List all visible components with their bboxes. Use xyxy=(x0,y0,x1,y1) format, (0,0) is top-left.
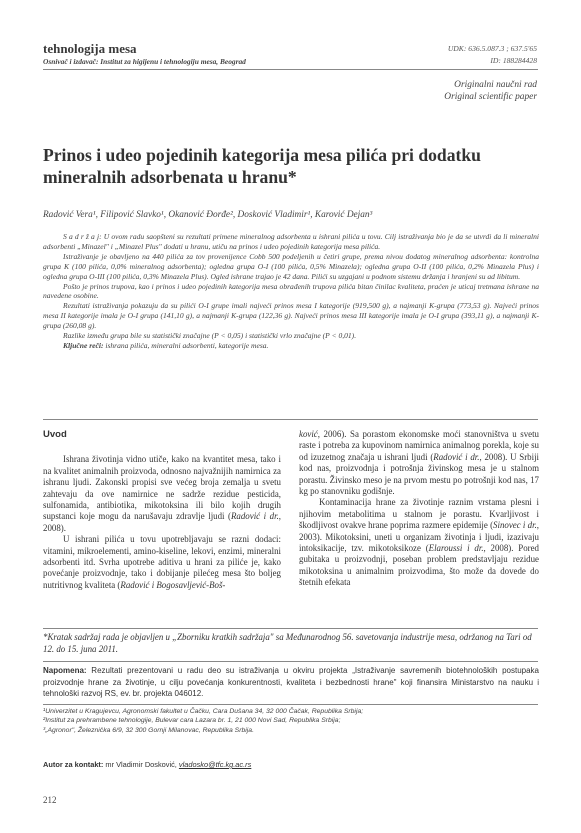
section-heading: Uvod xyxy=(43,429,67,440)
citation: Sinovec i dr. xyxy=(493,520,537,531)
body-paragraph xyxy=(43,534,281,591)
abstract-rule xyxy=(43,419,538,420)
header-rule xyxy=(43,69,538,70)
udk-code: UDK: 636.5.087.3 ; 637.5'65 xyxy=(447,44,537,53)
keywords-text: ishrana pilića, mineralni adsorbenti, kategorije mesa. xyxy=(103,340,269,350)
body-text: , 2008). Pored gubitaka u proizvodnji, poseban problem predstavljaju rezidue mikotoksina u animalnim proizvodima, što može da dovede do štetnih efekata xyxy=(299,543,539,588)
body-paragraph xyxy=(43,454,281,534)
contact-label: Autor za kontakt: xyxy=(43,760,104,769)
keywords-label: Ključne reči: xyxy=(63,340,104,350)
body-column-left xyxy=(43,429,281,591)
abstract-paragraph: Istraživanje je obavljeno na 440 pilića za tov provenijence Cobb 500 podeljenih u četiri grupe, prema nivou dodatog mineralnog adsorbenta: kontrolna grupa K (100 pilića, 0,0% mineralnog adsorbenta); ogledna grupa O-I (100 pilića, 0,5% Minazela); ogledna grupa O-II (100 pilića, 0,2% Minazela Plus) i ogledna grupa O-III (100 pilića, 0,3% Minazela Plus). Ogled ishrane trajao je 42 dana. Pilići su uzgajani u podnom sistemu držanja i hranjeni su ad libitum. xyxy=(43,251,539,281)
abstract xyxy=(43,232,539,351)
body-paragraph xyxy=(299,497,539,588)
citation: Radović i dr. xyxy=(231,511,279,522)
abstract-paragraph: Rezultati istraživanja pokazuju da su pilići O-I grupe imali najveći prinos mesa I kategorije (919,500 g), a najmanji K-grupa (773,53 g). Najveći prinos mesa II kategorije imala je O-I grupa (141,10 g), a najmanji K-grupa (122,36 g). Najveći prinos mesa III kategorije imala je O-I grupa (393,11 g), a najmanji K-grupa (260,08 g). xyxy=(43,301,539,331)
paper-type xyxy=(444,79,537,103)
footnote: *Kratak sadržaj rada je objavljen u „Zborniku kratkih sadržaja" sa Međunarodnog 56. savetovanja industrije mesa, održanog na Tari od 12. do 15. juna 2011. xyxy=(43,632,532,654)
body-column-right xyxy=(299,429,539,589)
citation: Elaroussi i dr. xyxy=(428,543,484,554)
funding-note xyxy=(43,665,539,700)
footnote-rule xyxy=(43,628,538,629)
paper-title: Prinos i udeo pojedinih kategorija mesa pilića pri dodatku mineralnih adsorbenata u hranu* xyxy=(43,145,481,187)
abstract-label: S a d r ž a j: xyxy=(63,232,102,241)
body-paragraph xyxy=(299,429,539,497)
abstract-paragraph xyxy=(43,232,539,252)
body-text: Ishrana životinja vidno utiče, kako na kvantitet mesa, tako i na kvalitet animalnih proizvoda, odnosno najvažnijih namirnica za ishranu ljudi. Zakonski propisi sve većeg broja zemalja u svetu zahtevaju da ove namirnice ne sadrže rezidue pesticida, sulfonamida, antibiotika, mikotoksina ili bilo kojih drugih supstanci koje mogu da narušavaju zdravlje ljudi ( xyxy=(43,454,281,522)
body-text: Kontaminacija hrane za životinje raznim vrstama plesni i njihovim metabolitima u stalnom je porastu. Kvarljivost i škodljivost ovakve hrane poprima razmere epidemije ( xyxy=(299,497,539,531)
body-text: U ishrani pilića u tovu upotrebljavaju se razni dodaci: vitamini, mikroelementi, amino-kiseline, lekovi, enzimi, mineralni adsorbenti itd. Svrha upotrebe aditiva u hrani za piliće je, kako povećanje proizvodnje, tako i dobijanje pilećeg mesa što boljeg nutritivnog kvaliteta ( xyxy=(43,534,281,590)
contact-author xyxy=(43,760,251,769)
abstract-paragraph: Razlike između grupa bile su statistički značajne (P < 0,05) i statistički vrlo značajne (P < 0,01). xyxy=(63,331,357,341)
document-id: ID: 188284428 xyxy=(490,56,537,65)
publisher-line: Osnivač i izdavač: Institut za higijenu i tehnologiju mesa, Beograd xyxy=(43,57,246,66)
body-text: , 2008). xyxy=(43,511,282,533)
contact-email-link[interactable]: vladosko@tfc.kg.ac.rs xyxy=(178,760,252,769)
affiliation-rule xyxy=(43,704,538,705)
abstract-text: U ovom radu saopšteni su rezultati primene mineralnog adsorbenta u ishrani pilića u tovu. Cilj istraživanja bio je da se utvrdi da li mineralni adsorbenti „Minazel" i „Minazel Plus" dodati u hranu, utiču na prinos i udeo pojedinih kategorija mesa pilića. xyxy=(43,232,539,251)
affiliation-item: ³„Agronor", Železnička 6/9, 32 300 Gornji Milanovac, Republika Srbija. xyxy=(43,726,254,734)
citation: ković xyxy=(299,429,318,439)
affiliations xyxy=(43,707,539,735)
abstract-paragraph: Pošto je prinos trupova, kao i prinos i udeo pojedinih kategorija mesa obrađenih trupova pilića bitan činilac kvaliteta, praćen je uticaj tretmana ishrane na navedene osobine. xyxy=(43,281,539,301)
body-text: , 2003). Mikotoksini, uneti u organizam životinja i ljudi, izazivaju intoksikacije, tzv. mikotoksikoze ( xyxy=(299,520,540,554)
page-number: 212 xyxy=(43,795,57,805)
note-label: Napomena: xyxy=(43,666,87,675)
journal-name: tehnologija mesa xyxy=(43,41,137,56)
affiliation-item: ¹Univerzitet u Kragujevcu, Agronomski fakultet u Čačku, Cara Dušana 34, 32 000 Čačak, Republika Srbija; xyxy=(43,708,364,715)
paper-type-en: Original scientific paper xyxy=(444,92,537,102)
paper-type-sr: Originalni naučni rad xyxy=(454,80,537,90)
keywords xyxy=(43,341,539,351)
note-text: Rezultati prezentovani u radu deo su istraživanja u okviru projekta „Istraživanje savremenih biotehnoloških postupaka proizvodnje hrane za životinje, u cilju povećanja konkurentnosti, kvaliteta i bezbednosti hrane" koji finansira Ministarstvo na nauku i tehnološki razvoj RS, ev. br. projekta 046012. xyxy=(43,666,539,699)
citation: Radović i dr. xyxy=(433,451,480,462)
affiliation-item: ²Institut za prehrambene tehnologije, Bulevar cara Lazara br. 1, 21 000 Novi Sad, Republika Srbija; xyxy=(43,717,341,725)
body-text: , 2006). Sa porastom ekonomske moći stanovništva u svetu raste i potreba za kupovinom namirnica animalnog porekla, koje su od izuzetnog značaja u ishrani ljudi ( xyxy=(299,429,539,462)
citation: Radović i Bogosavljević-Boš- xyxy=(120,579,226,590)
note-rule xyxy=(43,661,538,662)
contact-name: mr Vladimir Dosković, xyxy=(103,760,179,769)
body-text: , 2008). U Srbiji kod nas, proizvodnja i potrošnja živinskog mesa je u stalnom porastu. Živinsko meso je na prvom mestu po potrošnji kod nas, 17 kg po stanovniku godišnje. xyxy=(299,451,539,497)
author-list: Radović Vera¹, Filipović Slavko¹, Okanović Đorđe², Dosković Vladimir¹, Karović Dejan³ xyxy=(43,210,373,220)
